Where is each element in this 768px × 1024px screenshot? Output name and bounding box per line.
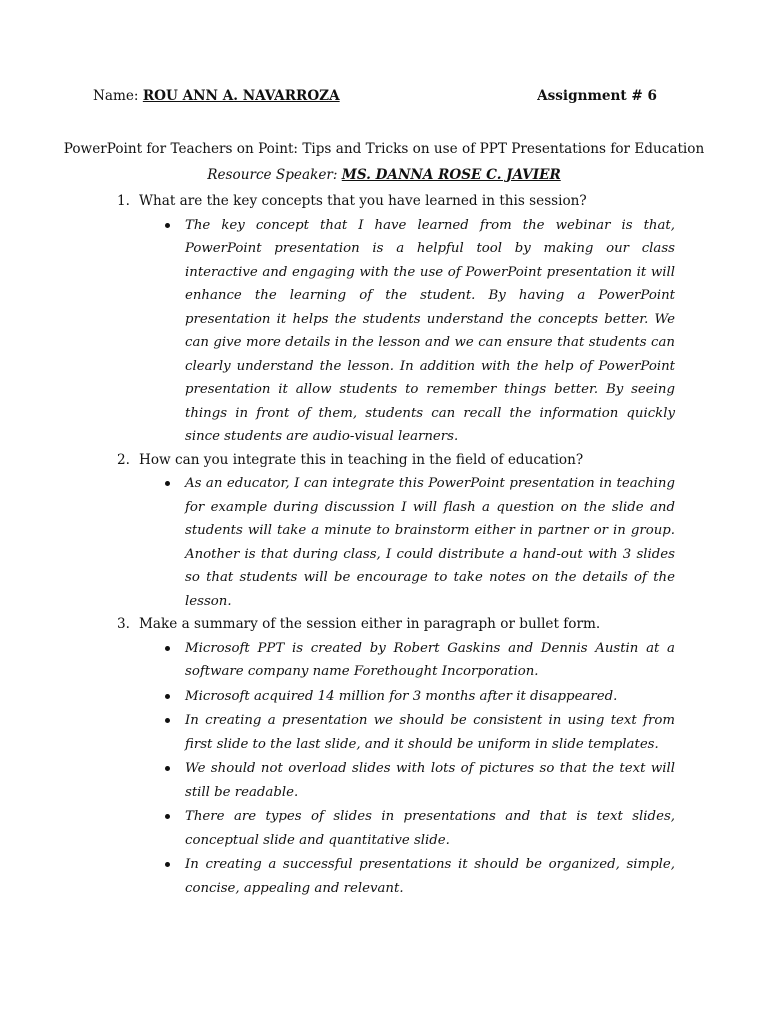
- summary-text: We should not overload slides with lots of pictures so that the text will still be readable.: [185, 761, 675, 800]
- question-item: [93, 190, 675, 214]
- question-item: [93, 613, 675, 637]
- list-item: [93, 757, 675, 804]
- assignment-number: Assignment # 6: [537, 88, 657, 104]
- answer-list: [93, 637, 675, 901]
- summary-text: There are types of slides in presentations and that is text slides, conceptual slide and quantitative slide.: [185, 809, 675, 848]
- list-item: [93, 685, 675, 709]
- bullet-icon: [93, 685, 185, 709]
- list-item: [93, 709, 675, 756]
- list-item: [93, 805, 675, 852]
- list-item: [93, 637, 675, 684]
- bullet-icon: [93, 637, 185, 684]
- speaker-label: Resource Speaker:: [207, 167, 342, 183]
- name-value: ROU ANN A. NAVARROZA: [142, 88, 340, 104]
- bullet-icon: [93, 853, 185, 900]
- student-name: [93, 86, 340, 106]
- bullet-icon: [93, 757, 185, 804]
- question-number: 3.: [117, 616, 130, 632]
- summary-text: In creating a presentation we should be consistent in using text from first slide to the last slide, and it should be uniform in slide templates.: [185, 713, 675, 752]
- list-item: [93, 214, 675, 449]
- summary-text: Microsoft PPT is created by Robert Gaskins and Dennis Austin at a software company name Forethought Incorporation.: [185, 640, 675, 679]
- summary-text: Microsoft acquired 14 million for 3 months after it disappeared.: [185, 688, 618, 704]
- answer-list: [93, 472, 675, 613]
- answer-text: The key concept that I have learned from the webinar is that, PowerPoint presentation is a helpful tool by making our class interactive and engaging with the use of PowerPoint presentation it will enhance the learning of the student. By having a PowerPoint presentation it helps the students understand the concepts better. We can give more details in the lesson and we can ensure that students can clearly understand the lesson. In addition with the help of PowerPoint presentation it allow students to remember things better. By seeing things in front of them, students can recall the information quickly since students are audio-visual learners.: [185, 217, 675, 444]
- question-item: [93, 449, 675, 473]
- question-list: [93, 190, 675, 900]
- list-item: [93, 472, 675, 613]
- bullet-icon: [93, 709, 185, 756]
- question-number: 2.: [117, 451, 130, 468]
- list-item: [93, 853, 675, 900]
- question-text: How can you integrate this in teaching in the field of education?: [139, 451, 584, 468]
- speaker-name: MS. DANNA ROSE C. JAVIER: [341, 167, 561, 183]
- bullet-icon: [93, 805, 185, 852]
- answer-list: [93, 214, 675, 449]
- header-line: [93, 86, 657, 106]
- summary-text: In creating a successful presentations it should be organized, simple, concise, appealing and relevant.: [185, 857, 675, 896]
- answer-text: As an educator, I can integrate this PowerPoint presentation in teaching for example during discussion I will flash a question on the slide and students will take a minute to brainstorm either in partner or in group. Another is that during class, I could distribute a hand-out with 3 slides so that students will be encourage to take notes on the details of the lesson.: [185, 476, 675, 609]
- question-text: Make a summary of the session either in paragraph or bullet form.: [139, 616, 601, 632]
- question-text: What are the key concepts that you have learned in this session?: [139, 193, 587, 209]
- name-label: Name:: [93, 88, 143, 104]
- resource-speaker: [0, 165, 768, 185]
- question-number: 1.: [117, 193, 130, 209]
- bullet-icon: [93, 472, 185, 613]
- bullet-icon: [93, 214, 185, 449]
- document-title: PowerPoint for Teachers on Point: Tips and Tricks on use of PPT Presentations for Education: [63, 141, 705, 157]
